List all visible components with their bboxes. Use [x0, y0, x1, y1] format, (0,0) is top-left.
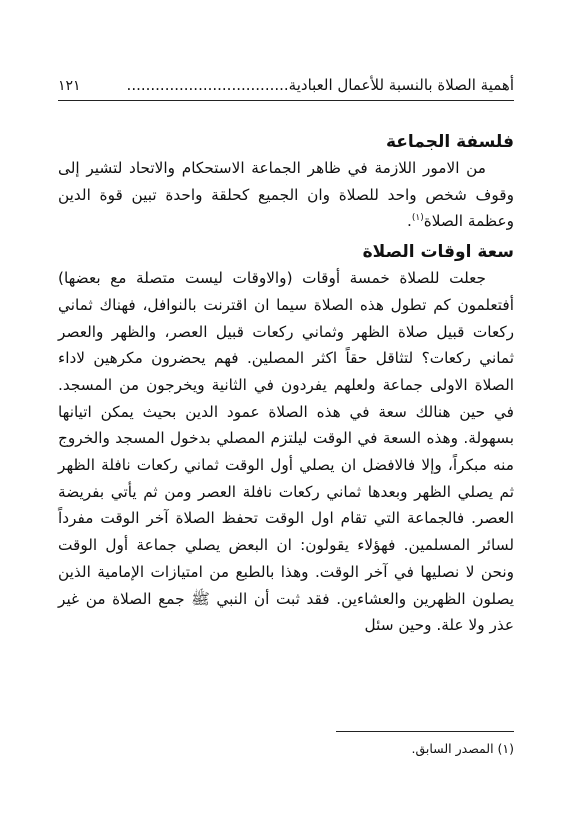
section-heading-prayer-times: سعة اوقات الصلاة [362, 242, 514, 263]
section-heading-congregation-philosophy: فلسفة الجماعة [386, 132, 514, 152]
paragraph-period: . [406, 212, 412, 231]
section-paragraph-congregation [58, 155, 514, 235]
page-number: ١٢١ [58, 78, 81, 94]
running-header-title [127, 74, 514, 96]
header-leader-dots: .................................. [126, 76, 289, 94]
section-paragraph-prayer-times: جعلت للصلاة خمسة أوقات (والاوقات ليست متصلة مع بعضها) أفتعلمون كم تطول هذه الصلاة سيما ان اقترنت بالنوافل، فهناك ثماني ركعات قبيل صلاة الظهر وثماني ركعات قبيل العصر، والظهر والعصر ثماني ركعات؟ لتثاقل حقاً اكثر المصلين. فهم يحضرون مكرهين لاداء الصلاة الاولى جماعة ولعلهم يفردون في الثانية ويخرجون من المسجد. في حين هنالك سعة في هذه الصلاة عمود الدين بحيث يمكن اتيانها بسهولة. وهذه السعة في الوقت ليلتزم المصلي بدخول المسجد والخروج منه مبكراً، وإلا فالافضل ان يصلي أول الوقت ثماني ركعات نافلة الظهر ثم يصلي الظهر وبعدها ثماني ركعات نافلة العصر ومن ثم يأتي بفريضة العصر. فالجماعة التي تقام اول الوقت تحفظ الصلاة آخر الوقت مفرداً لسائر المسلمين. فهؤلاء يقولون: ان البعض يصلي جماعة أول الوقت ونحن لا نصليها في آخر الوقت. وهذا بالطبع من امتيازات الإمامية الذين يصلون الظهرين والعشاءين. فقد ثبت أن النبي ﷺ جمع الصلاة من غير عذر ولا علة. وحين سئل [58, 269, 514, 635]
paragraph-text: من الامور اللازمة في ظاهر الجماعة الاستحكام والاتحاد لتشير إلى وقوف شخص واحد للصلاة وان الجميع كحلقة واحدة تبين قوة الدين وعظمة الصلاة [58, 159, 514, 231]
footnote: (١) المصدر السابق. [411, 741, 514, 756]
running-header [58, 74, 514, 98]
book-page [58, 74, 514, 794]
header-title-text: أهمية الصلاة بالنسبة للأعمال العبادية [288, 76, 514, 94]
header-rule [58, 100, 514, 101]
footnote-reference: (١) [411, 213, 424, 224]
footnote-rule [336, 731, 514, 732]
